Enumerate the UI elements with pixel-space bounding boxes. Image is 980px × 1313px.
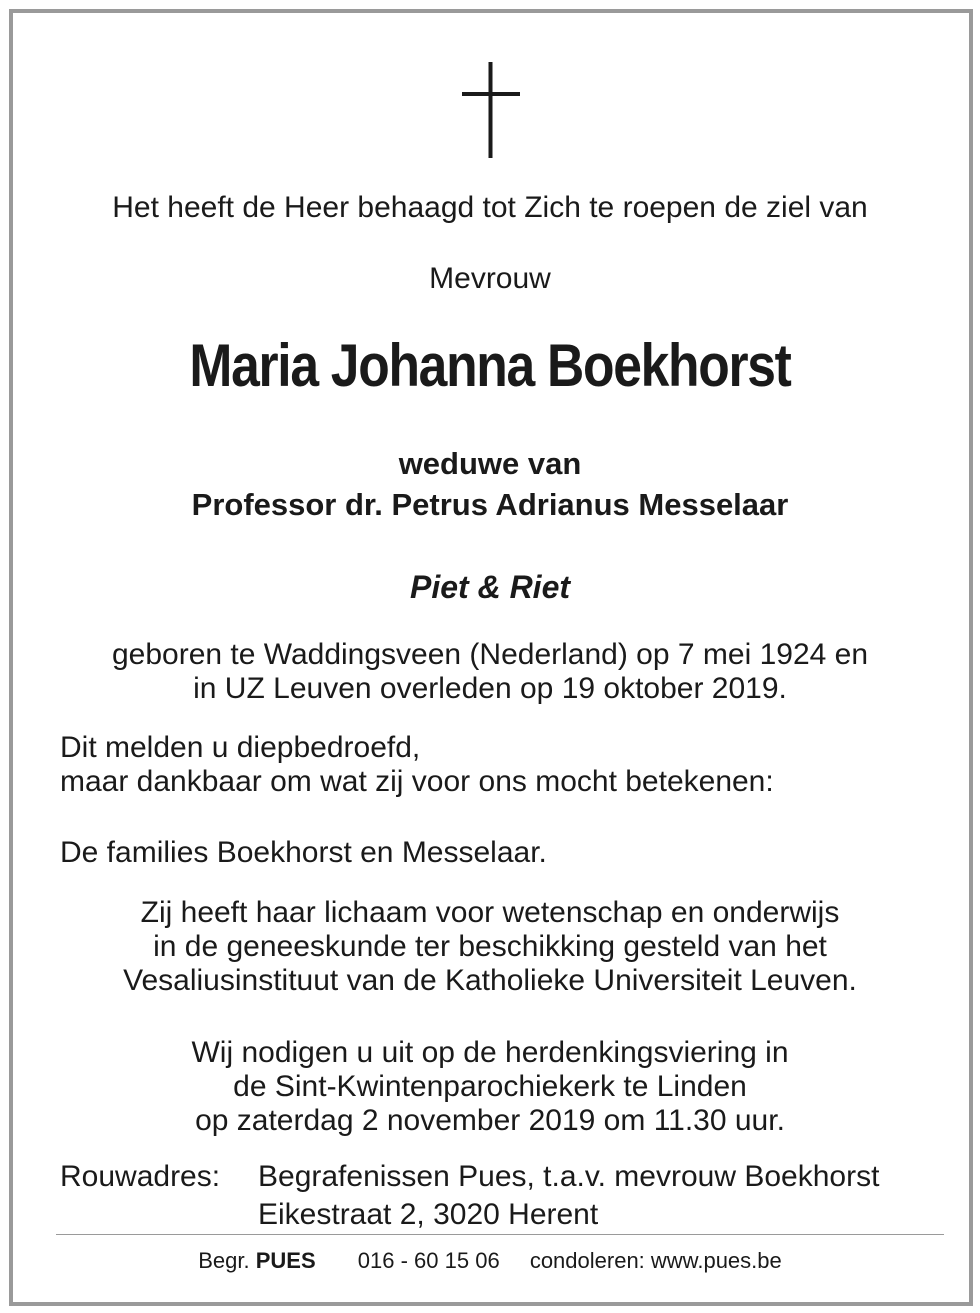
mourning-address-line: Begrafenissen Pues, t.a.v. mevrouw Boekhorst	[258, 1160, 880, 1193]
invitation-line: de Sint-Kwintenparochiekerk te Linden	[233, 1070, 747, 1103]
spouse-name: Professor dr. Petrus Adrianus Messelaar	[191, 487, 789, 522]
born-died-line: in UZ Leuven overleden op 19 oktober 2019.	[193, 672, 787, 705]
footer-prefix: Begr.	[198, 1248, 250, 1273]
invitation-line: op zaterdag 2 november 2019 om 11.30 uur.	[195, 1104, 785, 1137]
footer-phone: 016 - 60 15 06	[357, 1248, 500, 1273]
nicknames: Piet & Riet	[409, 569, 571, 605]
invitation-line: Wij nodigen u uit op de herdenkingsviering in	[191, 1036, 789, 1069]
footer-condolence-link[interactable]: condoleren: www.pues.be	[529, 1248, 782, 1273]
footer-divider	[56, 1234, 944, 1235]
deceased-name: Maria Johanna Boekhorst	[189, 332, 791, 399]
donation-line: Vesaliusinstituut van de Katholieke Universiteit Leuven.	[123, 964, 857, 997]
salutation: Mevrouw	[429, 262, 551, 295]
mourning-address-label: Rouwadres:	[60, 1160, 221, 1193]
footer-brand: PUES	[255, 1248, 316, 1273]
announcement-line: Dit melden u diepbedroefd,	[60, 731, 421, 764]
cross-icon	[462, 62, 520, 158]
donation-line: in de geneeskunde ter beschikking gesteld van het	[153, 930, 827, 963]
intro-text: Het heeft de Heer behaagd tot Zich te roepen de ziel van	[112, 191, 868, 224]
announcement-line: maar dankbaar om wat zij voor ons mocht betekenen:	[60, 765, 774, 798]
widow-of-label: weduwe van	[398, 446, 582, 481]
mourning-address-line: Eikestraat 2, 3020 Herent	[258, 1198, 599, 1231]
mourning-address	[258, 1158, 879, 1234]
footer	[0, 1247, 980, 1275]
donation-line: Zij heeft haar lichaam voor wetenschap en onderwijs	[140, 896, 840, 929]
families-line: De families Boekhorst en Messelaar.	[60, 836, 547, 869]
born-died-line: geboren te Waddingsveen (Nederland) op 7 mei 1924 en	[111, 638, 869, 671]
